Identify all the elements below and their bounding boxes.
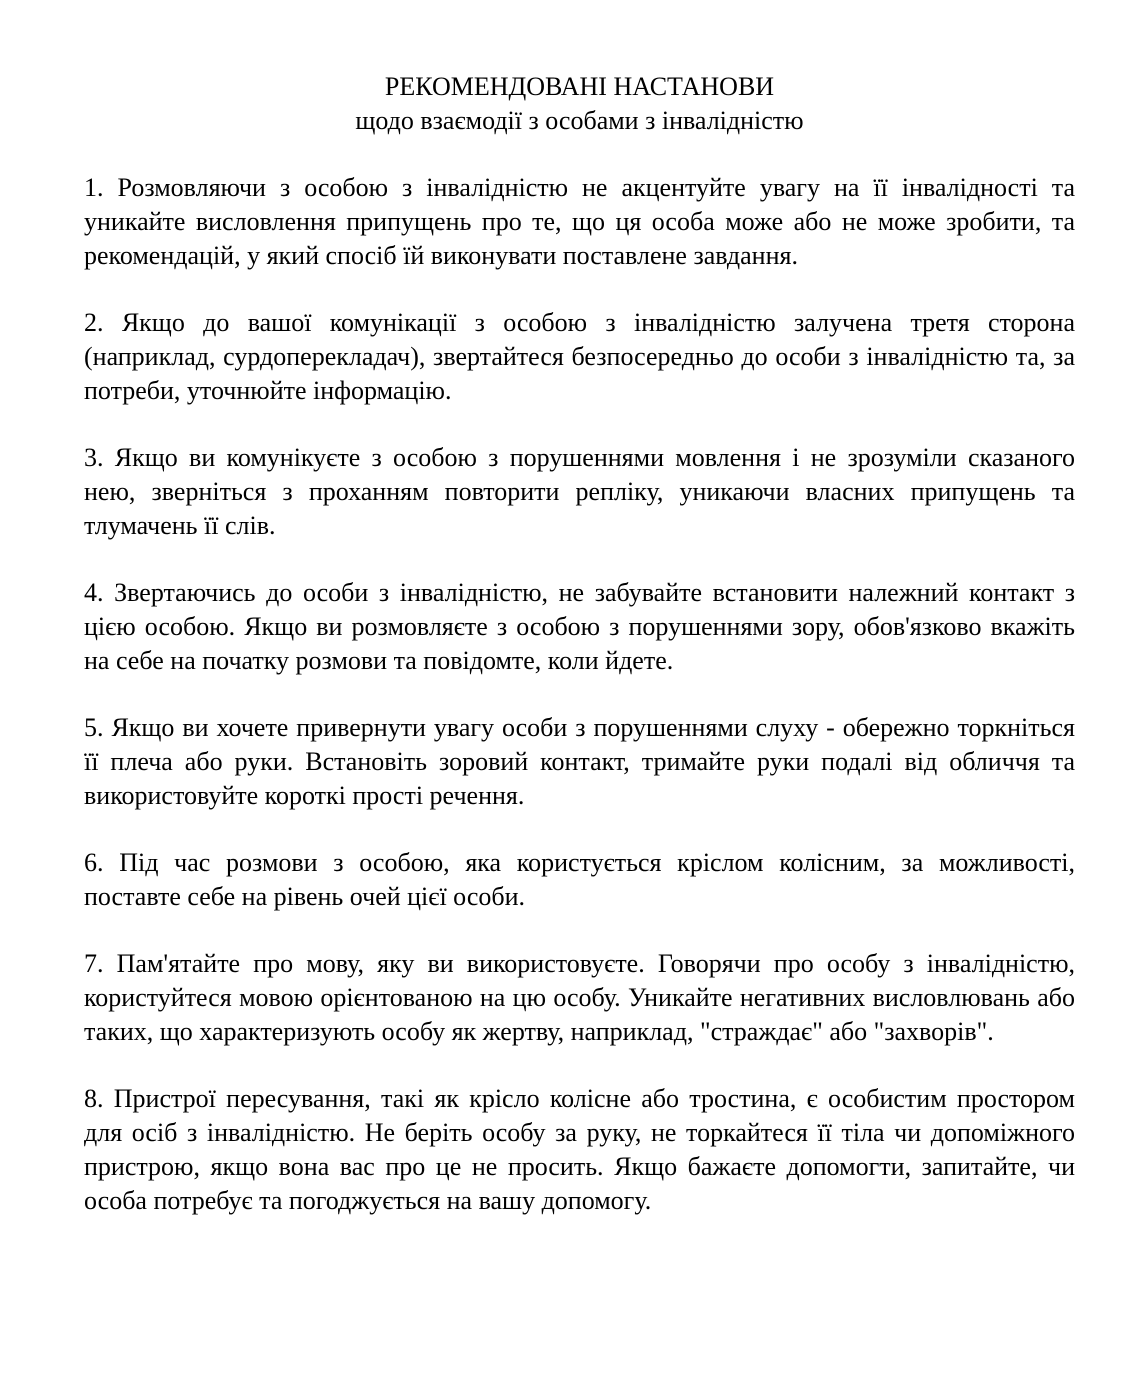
guideline-item-1 [84, 171, 1075, 273]
item-text: Якщо ви комунікуєте з особою з порушеннями мовлення і не зрозуміли сказаного нею, зверніться з проханням повторити репліку, уникаючи власних припущень та тлумачень її слів. [84, 443, 1076, 540]
item-number: 3. [84, 443, 104, 472]
guideline-item-6 [84, 846, 1075, 914]
guideline-item-7 [84, 947, 1075, 1049]
item-number: 2. [84, 308, 104, 337]
item-text: Звертаючись до особи з інвалідністю, не забувайте встановити належний контакт з цією особою. Якщо ви розмовляєте з особою з порушеннями зору, обов'язково вкажіть на себе на початку розмови та повідомте, коли йдете. [84, 578, 1076, 675]
item-text: Під час розмови з особою, яка користується кріслом колісним, за можливості, поставте себе на рівень очей цієї особи. [84, 848, 1075, 911]
guideline-item-8 [84, 1082, 1075, 1218]
item-text: Розмовляючи з особою з інвалідністю не акцентуйте увагу на її інвалідності та уникайте висловлення припущень про те, що ця особа може або не може зробити, та рекомендацій, у який спосіб їй виконувати поставлене завдання. [84, 173, 1075, 270]
guideline-item-5 [84, 711, 1075, 813]
document-title: РЕКОМЕНДОВАНІ НАСТАНОВИ [384, 72, 775, 101]
item-number: 6. [84, 848, 104, 877]
item-number: 8. [84, 1084, 104, 1113]
item-number: 5. [84, 713, 104, 742]
item-text: Пам'ятайте про мову, яку ви використовуєте. Говорячи про особу з інвалідністю, користуйтеся мовою орієнтованою на цю особу. Уникайте негативних висловлювань або таких, що характеризують особу як жертву, наприклад, "страждає" або "захворів". [84, 949, 1076, 1046]
item-number: 7. [84, 949, 104, 978]
item-text: Пристрої пересування, такі як крісло колісне або тростина, є особистим простором для осіб з інвалідністю. Не беріть особу за руку, не торкайтеся її тіла чи допоміжного пристрою, якщо вона вас про це не просить. Якщо бажаєте допомогти, запитайте, чи особа потребує та погоджується на вашу допомогу. [84, 1084, 1075, 1215]
item-number: 4. [84, 578, 104, 607]
document-page [84, 70, 1075, 1251]
guideline-item-4 [84, 576, 1075, 678]
item-text: Якщо ви хочете привернути увагу особи з порушеннями слуху - обережно торкніться її плеча або руки. Встановіть зоровий контакт, тримайте руки подалі від обличчя та використовуйте короткі прості речення. [84, 713, 1076, 810]
item-text: Якщо до вашої комунікації з особою з інвалідністю залучена третя сторона (наприклад, сурдоперекладач), звертайтеся безпосередньо до особи з інвалідністю та, за потреби, уточнюйте інформацію. [84, 308, 1075, 405]
item-number: 1. [84, 173, 104, 202]
document-subtitle: щодо взаємодії з особами з інвалідністю [355, 106, 804, 135]
guideline-item-3 [84, 441, 1075, 543]
guideline-item-2 [84, 306, 1075, 408]
